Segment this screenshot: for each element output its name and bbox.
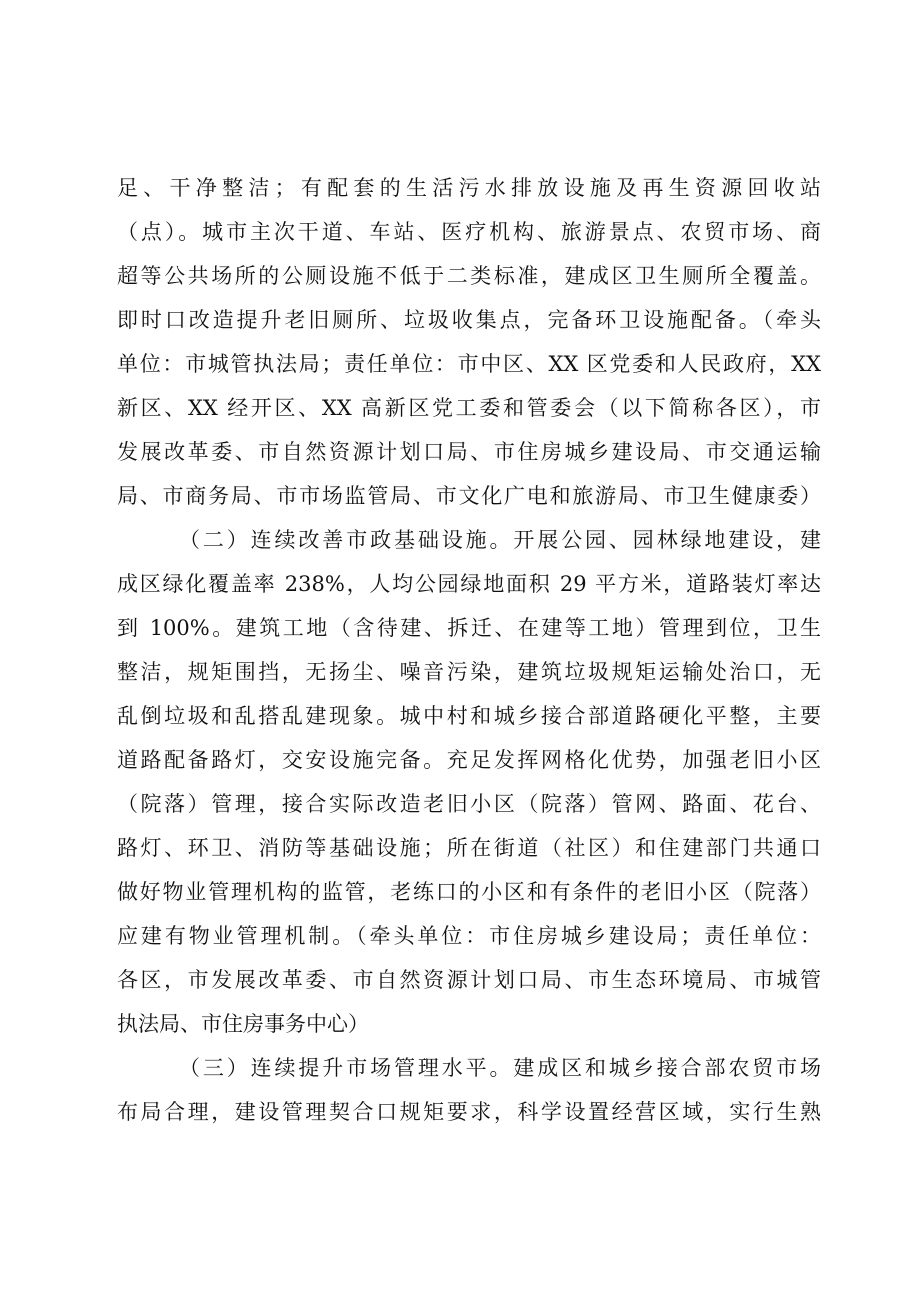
section-heading-line: （二）连续改善市政基础设施。开展公园、园林绿地建设，建	[179, 528, 821, 552]
text-line: 整洁，规矩围挡，无扬尘、噪音污染，建筑垃圾规矩运输处治口，无	[117, 660, 821, 684]
text-line: 单位：市城管执法局；责任单位：市中区、XX 区党委和人民政府，XX	[117, 352, 821, 376]
text-line: 道路配备路灯，交安设施完备。充足发挥网格化优势，加强老旧小区	[117, 748, 821, 772]
text-line: 发展改革委、市自然资源计划口局、市住房城乡建设局、市交通运输	[117, 440, 821, 464]
text-line: 即时口改造提升老旧厕所、垃圾收集点，完备环卫设施配备。（牵头	[117, 308, 821, 332]
text-line: 各区，市发展改革委、市自然资源计划口局、市生态环境局、市城管	[117, 968, 821, 992]
text-line: 应建有物业管理机制。（牵头单位：市住房城乡建设局；责任单位：	[117, 924, 821, 948]
text-line: 到 100%。建筑工地（含待建、拆迁、在建等工地）管理到位，卫生	[117, 616, 821, 640]
text-line: 局、市商务局、市市场监管局、市文化广电和旅游局、市卫生健康委）	[117, 484, 821, 508]
text-line: 新区、XX 经开区、XX 高新区党工委和管委会（以下简称各区），市	[117, 396, 821, 420]
text-line: 乱倒垃圾和乱搭乱建现象。城中村和城乡接合部道路硬化平整，主要	[117, 704, 821, 728]
section-heading-line: （三）连续提升市场管理水平。建成区和城乡接合部农贸市场	[179, 1056, 821, 1080]
text-line: 布局合理，建设管理契合口规矩要求，科学设置经营区域，实行生熟	[117, 1100, 821, 1124]
text-line: 执法局、市住房事务中心）	[117, 1012, 369, 1036]
text-line: 做好物业管理机构的监管，老练口的小区和有条件的老旧小区（院落）	[117, 880, 821, 904]
text-line: 成区绿化覆盖率 238%，人均公园绿地面积 29 平方米，道路装灯率达	[117, 572, 821, 596]
text-line: 超等公共场所的公厕设施不低于二类标准，建成区卫生厕所全覆盖。	[117, 264, 821, 288]
text-line: 足、干净整洁；有配套的生活污水排放设施及再生资源回收站	[117, 176, 821, 200]
body-text	[117, 166, 821, 1134]
text-line: 路灯、环卫、消防等基础设施；所在街道（社区）和住建部门共通口	[117, 836, 821, 860]
text-line: （点）。城市主次干道、车站、医疗机构、旅游景点、农贸市场、商	[117, 220, 821, 244]
text-line: （院落）管理，接合实际改造老旧小区（院落）管网、路面、花台、	[117, 792, 821, 816]
